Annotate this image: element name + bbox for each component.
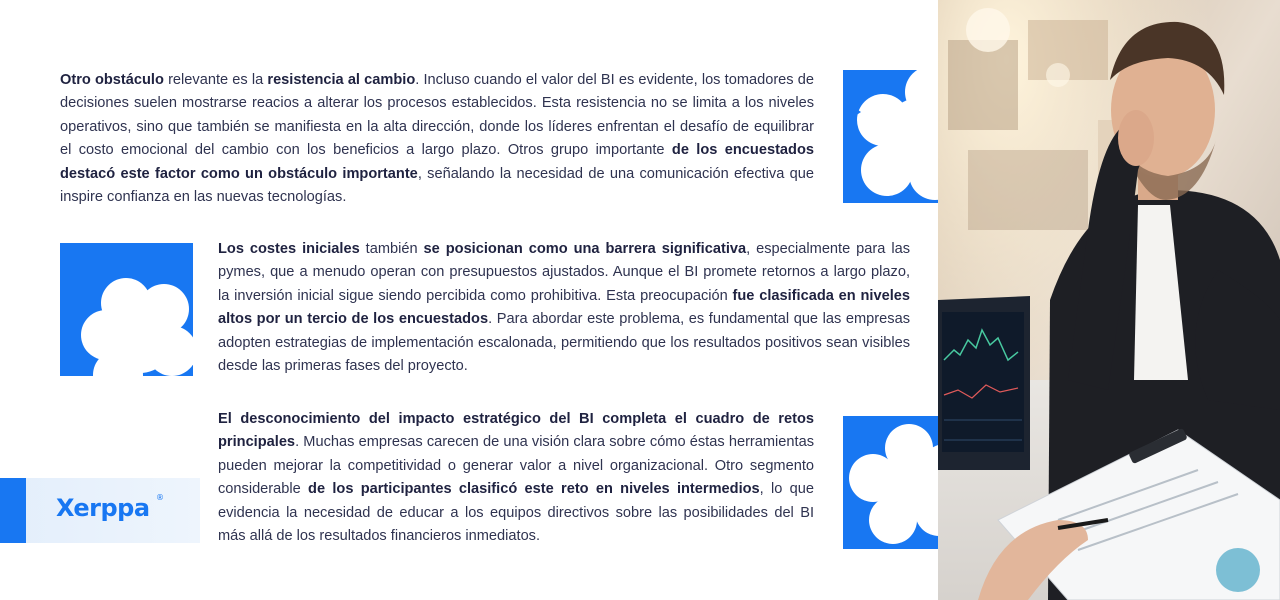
- text-segment: . Incluso cuando el valor del BI es evidente, los tomadores de decisiones suelen mostrarse reacios a alterar los procesos establecidos. Esta resistencia no se limita a los niveles operativos, sino que también se manifiesta en la alta dirección, donde los líderes enfrentan el desafío de equilibrar el costo emocional del cambio con los beneficios a largo plazo. Otros grupo importante: [60, 72, 815, 159]
- brand-logo-banner: [0, 478, 200, 543]
- paragraph-resistencia: [60, 69, 814, 209]
- text-segment: , lo que evidencia la necesidad de educar a los equipos directivos sobre las posibilidades del BI más allá de los resultados financieros inmediatos.: [218, 481, 814, 545]
- bold-text-segment: El desconocimiento del impacto estratégico del BI completa el cuadro de retos principales: [218, 411, 814, 451]
- bold-text-segment: de los encuestados destacó este factor como un obstáculo importante: [60, 142, 814, 182]
- paragraph-costes: [218, 238, 910, 378]
- bold-text-segment: Otro obstáculo: [60, 72, 164, 88]
- decorative-flower-block-middle: [60, 243, 193, 376]
- logo-accent-bar: [0, 478, 26, 543]
- text-segment: , señalando la necesidad de una comunicación efectiva que inspire confianza en las nuevas tecnologías.: [60, 165, 814, 206]
- text-segment: también: [359, 241, 424, 257]
- bold-text-segment: se posicionan como una barrera significativa: [423, 241, 747, 257]
- bold-text-segment: fue clasificada en niveles altos por un tercio de los encuestados: [218, 287, 910, 328]
- bold-text-segment: resistencia al cambio: [267, 72, 416, 88]
- businessman-illustration: [938, 0, 1280, 600]
- paragraph-desconocimiento: [218, 408, 814, 548]
- text-segment: . Para abordar este problema, es fundamental que las empresas adopten estrategias de implementación escalonada, permitiendo que los resultados positivos sean visibles desde las primeras fases del proyecto.: [218, 311, 910, 375]
- flower-icon: [60, 243, 193, 376]
- bold-text-segment: de los participantes clasificó este reto en niveles intermedios: [308, 481, 760, 498]
- brand-logo: Xerppa: [56, 494, 150, 522]
- registered-mark: ®: [156, 493, 164, 502]
- bold-text-segment: Los costes iniciales: [218, 241, 360, 257]
- text-segment: , especialmente para las pymes, que a menudo operan con presupuestos ajustados. Aunque el BI promete retornos a largo plazo, la inversión inicial sigue siendo percibida como prohibitiva. Esta preocupación: [218, 241, 910, 304]
- photo-stressed-businessman: [938, 0, 1280, 600]
- text-segment: . Muchas empresas carecen de una visión clara sobre cómo éstas herramientas pueden mejorar la competitividad o generar valor a nivel organizacional. Otro segmento considerable: [218, 434, 814, 498]
- text-segment: relevante es la: [163, 72, 268, 88]
